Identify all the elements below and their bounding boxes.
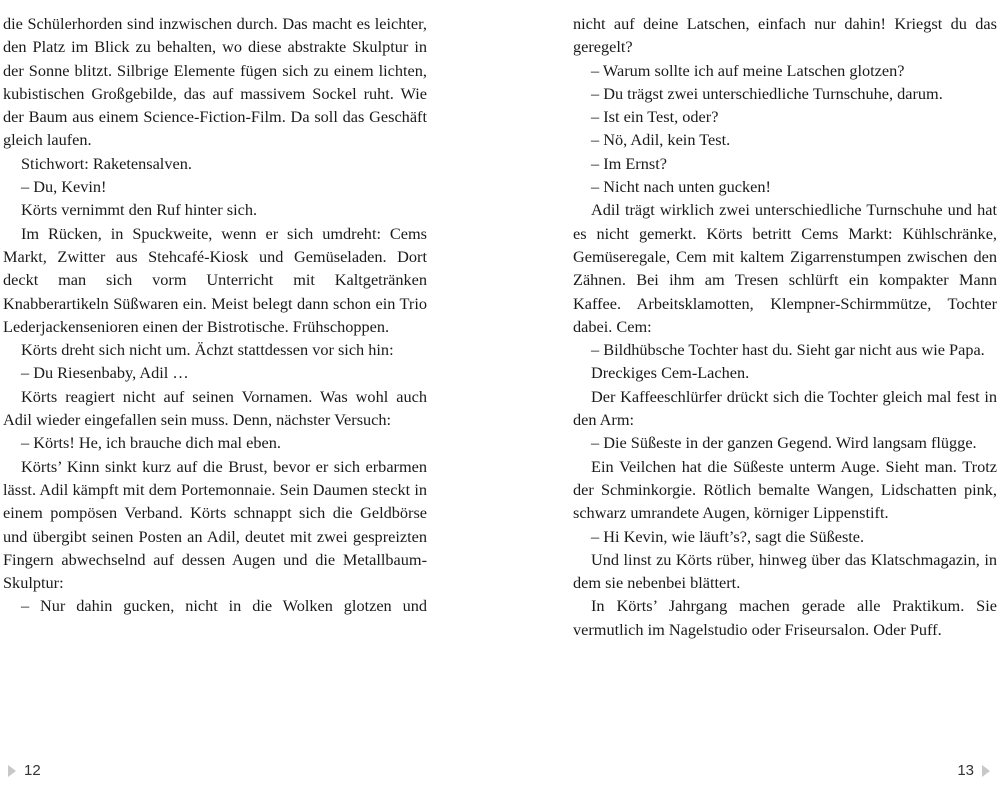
- paragraph: – Die Süßeste in der ganzen Gegend. Wird langsam flügge.: [591, 433, 977, 453]
- paragraph: – Du Riesenbaby, Adil …: [21, 363, 189, 383]
- left-page-text: [3, 12, 427, 618]
- paragraph: Körts vernimmt den Ruf hinter sich.: [21, 200, 258, 220]
- paragraph: Körts’ Kinn sinkt kurz auf die Brust, bevor er sich erbarmen lässt. Adil kämpft mit dem Portemonnaie. Sein Daumen steckt in einem pompösen Verband. Körts schnappt sich die Geldbörse und übergibt seinen Posten an Adil, deutet mit zwei gespreizten Fingern abwechselnd auf dessen Augen und die Metallbaum-Skulptur:: [3, 456, 427, 593]
- paragraph: – Warum sollte ich auf meine Latschen glotzen?: [591, 60, 905, 80]
- paragraph: Im Rücken, in Spuckweite, wenn er sich umdreht: Cems Markt, Zwitter aus Stehcafé-Kiosk und Gemüseladen. Dort deckt man sich vorm Unterricht mit Kaltgetränken Knabberartikeln Süßwaren ein. Meist belegt dann schon ein Trio Lederjackensenioren einen der Bistrotische. Frühschoppen.: [3, 223, 427, 336]
- paragraph: – Nicht nach unten gucken!: [591, 177, 771, 197]
- page-number-label: 12: [24, 762, 41, 779]
- paragraph: – Du trägst zwei unterschiedliche Turnschuhe, darum.: [591, 83, 943, 103]
- left-page-number: [8, 762, 41, 779]
- paragraph: Adil trägt wirklich zwei unterschiedliche Turnschuhe und hat es nicht gemerkt. Körts betritt Cems Markt: Kühlschränke, Gemüseregale, Cem mit kaltem Zigarrenstumpen zwischen den Zähnen. Bei ihm am Tresen schlürft ein kompakter Mann Kaffee. Arbeitsklamotten, Klempner-Schirmmütze, Tochter dabei. Cem:: [573, 200, 997, 336]
- paragraph: – Körts! He, ich brauche dich mal eben.: [21, 433, 281, 453]
- paragraph: – Im Ernst?: [591, 153, 667, 173]
- paragraph: Und linst zu Körts rüber, hinweg über das Klatschmagazin, in dem sie nebenbei blättert.: [573, 549, 997, 593]
- paragraph: – Hi Kevin, wie läuft’s?, sagt die Süßeste.: [591, 526, 865, 546]
- paragraph: – Nur dahin gucken, nicht in die Wolken glotzen und: [21, 596, 427, 616]
- right-page-number: [957, 762, 990, 779]
- paragraph: Körts reagiert nicht auf seinen Vornamen. Was wohl auch Adil wieder eingefallen sein muss. Denn, nächster Versuch:: [3, 386, 427, 430]
- triangle-marker-icon: [8, 765, 16, 777]
- paragraph: nicht auf deine Latschen, einfach nur dahin! Kriegst du das geregelt?: [573, 14, 997, 57]
- paragraph: Ein Veilchen hat die Süßeste unterm Auge. Sieht man. Trotz der Schminkorgie. Rötlich bemalte Wangen, Lidschatten pink, schwarz umrandete Augen, körniger Lippenstift.: [573, 456, 997, 523]
- page-number-label: 13: [957, 762, 974, 779]
- paragraph: – Du, Kevin!: [21, 177, 107, 197]
- paragraph: – Ist ein Test, oder?: [591, 107, 719, 127]
- paragraph: – Bildhübsche Tochter hast du. Sieht gar nicht aus wie Papa.: [591, 340, 985, 360]
- paragraph: Der Kaffeeschlürfer drückt sich die Tochter gleich mal fest in den Arm:: [573, 386, 997, 430]
- paragraph: In Körts’ Jahrgang machen gerade alle Praktikum. Sie vermutlich im Nagelstudio oder Friseursalon. Oder Puff.: [573, 596, 997, 639]
- paragraph: Stichwort: Raketensalven.: [21, 153, 192, 173]
- paragraph: Dreckiges Cem-Lachen.: [591, 363, 750, 383]
- paragraph: – Nö, Adil, kein Test.: [591, 130, 731, 150]
- paragraph: Körts dreht sich nicht um. Ächzt stattdessen vor sich hin:: [21, 340, 394, 360]
- paragraph: die Schülerhorden sind inzwischen durch. Das macht es leichter, den Platz im Blick zu behalten, wo diese abstrakte Skulptur in der Sonne blitzt. Silbrige Elemente fügen sich zu einem lichten, kubistischen Großgebilde, das auf massivem Sockel ruht. Wie der Baum aus einem Science-Fiction-Film. Da soll das Geschäft gleich laufen.: [3, 14, 427, 150]
- right-page-text: [573, 12, 997, 641]
- triangle-marker-icon: [982, 765, 990, 777]
